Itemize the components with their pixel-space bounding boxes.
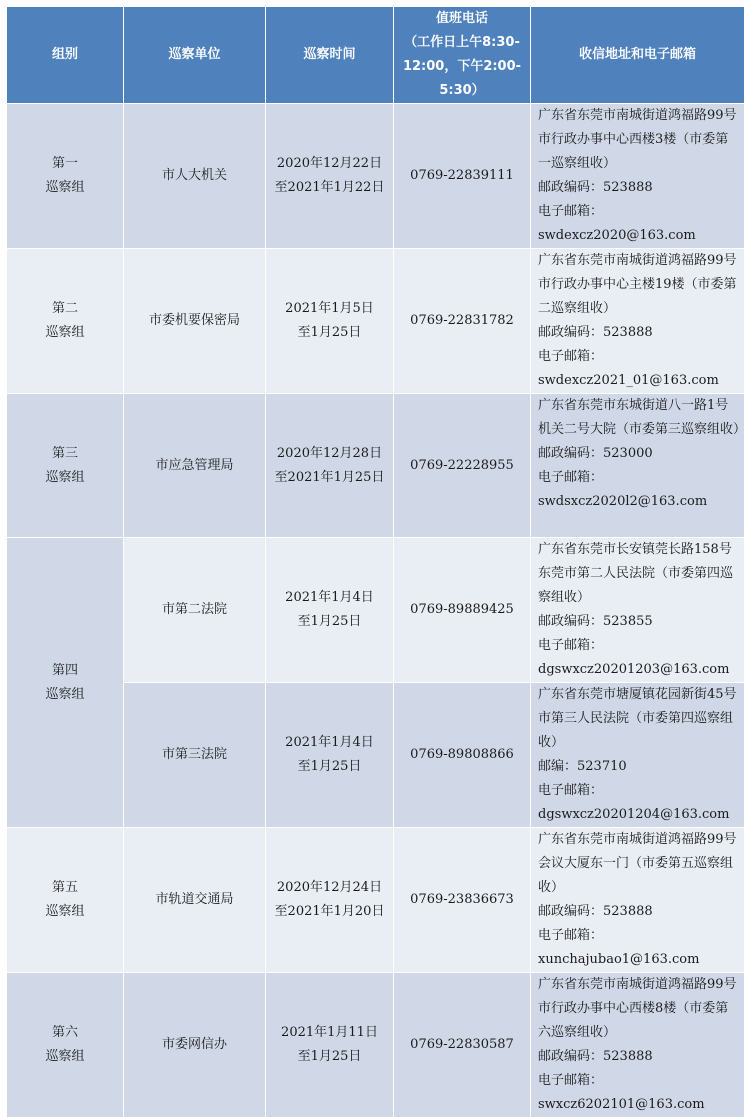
header-phone bbox=[394, 7, 531, 104]
address-text: 广东省东莞市南城街道鸿福路99号市行政办事中心西楼3楼（市委第一巡察组收） bbox=[538, 108, 737, 171]
unit-cell: 市应急管理局 bbox=[124, 394, 266, 538]
email-label: 电子邮箱： bbox=[538, 638, 604, 653]
email-text: swxcz6202101@163.com bbox=[538, 1097, 705, 1112]
group-cell bbox=[7, 973, 124, 1118]
group-label: 巡察组 bbox=[45, 469, 85, 485]
unit-cell: 市委网信办 bbox=[124, 973, 266, 1118]
email-text: xunchajubao1@163.com bbox=[538, 952, 700, 967]
address-text: 广东省东莞市南城街道鸿福路99号市行政办事中心西楼8楼（市委第六巡察组收） bbox=[538, 977, 737, 1040]
unit-cell: 市轨道交通局 bbox=[124, 828, 266, 973]
address-cell bbox=[531, 538, 745, 683]
header-address: 收信地址和电子邮箱 bbox=[531, 7, 745, 104]
email-text: swdexcz2021_01@163.com bbox=[538, 373, 719, 388]
time-end: 至1月25日 bbox=[297, 614, 362, 629]
postcode-text: 邮编：523710 bbox=[538, 759, 627, 774]
phone-cell: 0769-23836673 bbox=[394, 828, 531, 973]
time-cell bbox=[266, 828, 394, 973]
address-text: 广东省东莞市南城街道鸿福路99号会议大厦东一门（市委第五巡察组收） bbox=[538, 832, 737, 895]
group-label: 巡察组 bbox=[45, 686, 85, 702]
header-phone-line: 12:00，下午2:00- bbox=[402, 59, 522, 74]
group-label: 巡察组 bbox=[45, 1049, 85, 1064]
time-start: 2020年12月28日 bbox=[276, 445, 383, 461]
time-end: 至2021年1月25日 bbox=[274, 469, 385, 485]
time-end: 至2021年1月22日 bbox=[274, 180, 385, 195]
postcode-text: 邮政编码：523855 bbox=[538, 614, 653, 629]
email-label: 电子邮箱： bbox=[538, 783, 604, 798]
address-text: 广东省东莞市东城街道八一路1号机关二号大院（市委第三巡察组收） bbox=[538, 398, 747, 437]
email-text: dgswxcz20201203@163.com bbox=[538, 662, 730, 677]
table-row bbox=[7, 828, 745, 973]
address-text: 广东省东莞市南城街道鸿福路99号市行政办事中心主楼19楼（市委第二巡察组收） bbox=[538, 253, 737, 316]
header-phone-line: 5:30） bbox=[439, 83, 485, 98]
time-cell bbox=[266, 104, 394, 249]
group-label: 巡察组 bbox=[45, 180, 85, 195]
postcode-text: 邮政编码：523888 bbox=[538, 180, 653, 195]
phone-cell: 0769-22831782 bbox=[394, 249, 531, 394]
time-cell bbox=[266, 973, 394, 1118]
group-label: 巡察组 bbox=[45, 325, 85, 340]
postcode-text: 邮政编码：523888 bbox=[538, 325, 653, 340]
group-label: 第五 bbox=[51, 880, 78, 895]
header-row bbox=[7, 7, 745, 104]
phone-cell: 0769-89808866 bbox=[394, 683, 531, 828]
address-text: 广东省东莞市塘厦镇花园新街45号市第三人民法院（市委第四巡察组收） bbox=[538, 687, 737, 750]
time-start: 2020年12月22日 bbox=[276, 156, 383, 171]
address-text: 广东省东莞市长安镇莞长路158号东莞市第二人民法院（市委第四巡察组收） bbox=[538, 542, 734, 605]
time-start: 2021年1月5日 bbox=[285, 301, 374, 316]
time-cell bbox=[266, 683, 394, 828]
time-cell bbox=[266, 394, 394, 538]
group-cell bbox=[7, 828, 124, 973]
time-start: 2021年1月4日 bbox=[285, 590, 374, 605]
unit-cell: 市第三法院 bbox=[124, 683, 266, 828]
inspection-table bbox=[6, 6, 745, 1118]
time-end: 至1月25日 bbox=[297, 759, 362, 774]
address-cell bbox=[531, 104, 745, 249]
address-cell bbox=[531, 394, 745, 538]
email-label: 电子邮箱： bbox=[538, 349, 604, 364]
table-row bbox=[7, 394, 745, 538]
email-label: 电子邮箱： bbox=[538, 470, 604, 485]
group-cell bbox=[7, 538, 124, 828]
time-cell bbox=[266, 538, 394, 683]
time-end: 至1月25日 bbox=[297, 325, 362, 340]
email-label: 电子邮箱： bbox=[538, 928, 604, 943]
email-label: 电子邮箱： bbox=[538, 1073, 604, 1088]
group-label: 巡察组 bbox=[45, 904, 85, 919]
email-text: swdexcz2020@163.com bbox=[538, 228, 696, 243]
phone-cell: 0769-89889425 bbox=[394, 538, 531, 683]
time-start: 2021年1月4日 bbox=[285, 735, 374, 750]
header-group: 组别 bbox=[7, 7, 124, 104]
group-cell bbox=[7, 104, 124, 249]
table-row bbox=[7, 104, 745, 249]
time-start: 2021年1月11日 bbox=[281, 1025, 378, 1040]
table-row bbox=[7, 249, 745, 394]
group-label: 第六 bbox=[51, 1025, 78, 1040]
time-start: 2020年12月24日 bbox=[276, 880, 383, 895]
header-unit: 巡察单位 bbox=[124, 7, 266, 104]
address-cell bbox=[531, 249, 745, 394]
time-end: 至2021年1月20日 bbox=[274, 904, 385, 919]
group-label: 第四 bbox=[51, 662, 78, 678]
group-label: 第三 bbox=[51, 445, 78, 461]
group-cell bbox=[7, 249, 124, 394]
unit-cell: 市人大机关 bbox=[124, 104, 266, 249]
group-label: 第二 bbox=[51, 301, 78, 316]
email-text: dgswxcz20201204@163.com bbox=[538, 807, 730, 822]
postcode-text: 邮政编码：523888 bbox=[538, 1049, 653, 1064]
group-cell bbox=[7, 394, 124, 538]
time-end: 至1月25日 bbox=[297, 1049, 362, 1064]
phone-cell: 0769-22830587 bbox=[394, 973, 531, 1118]
unit-cell: 市第二法院 bbox=[124, 538, 266, 683]
address-cell bbox=[531, 828, 745, 973]
postcode-text: 邮政编码：523888 bbox=[538, 904, 653, 919]
header-phone-line: 值班电话 bbox=[435, 11, 488, 26]
table-row bbox=[7, 973, 745, 1118]
table-row bbox=[7, 538, 745, 683]
group-label: 第一 bbox=[51, 156, 78, 171]
phone-cell: 0769-22228955 bbox=[394, 394, 531, 538]
email-label: 电子邮箱： bbox=[538, 204, 604, 219]
header-phone-line: （工作日上午8:30- bbox=[404, 35, 520, 50]
email-text: swdsxcz2020l2@163.com bbox=[538, 494, 708, 509]
unit-cell: 市委机要保密局 bbox=[124, 249, 266, 394]
address-cell bbox=[531, 973, 745, 1118]
postcode-text: 邮政编码：523000 bbox=[538, 446, 653, 461]
header-time: 巡察时间 bbox=[266, 7, 394, 104]
time-cell bbox=[266, 249, 394, 394]
address-cell bbox=[531, 683, 745, 828]
phone-cell: 0769-22839111 bbox=[394, 104, 531, 249]
